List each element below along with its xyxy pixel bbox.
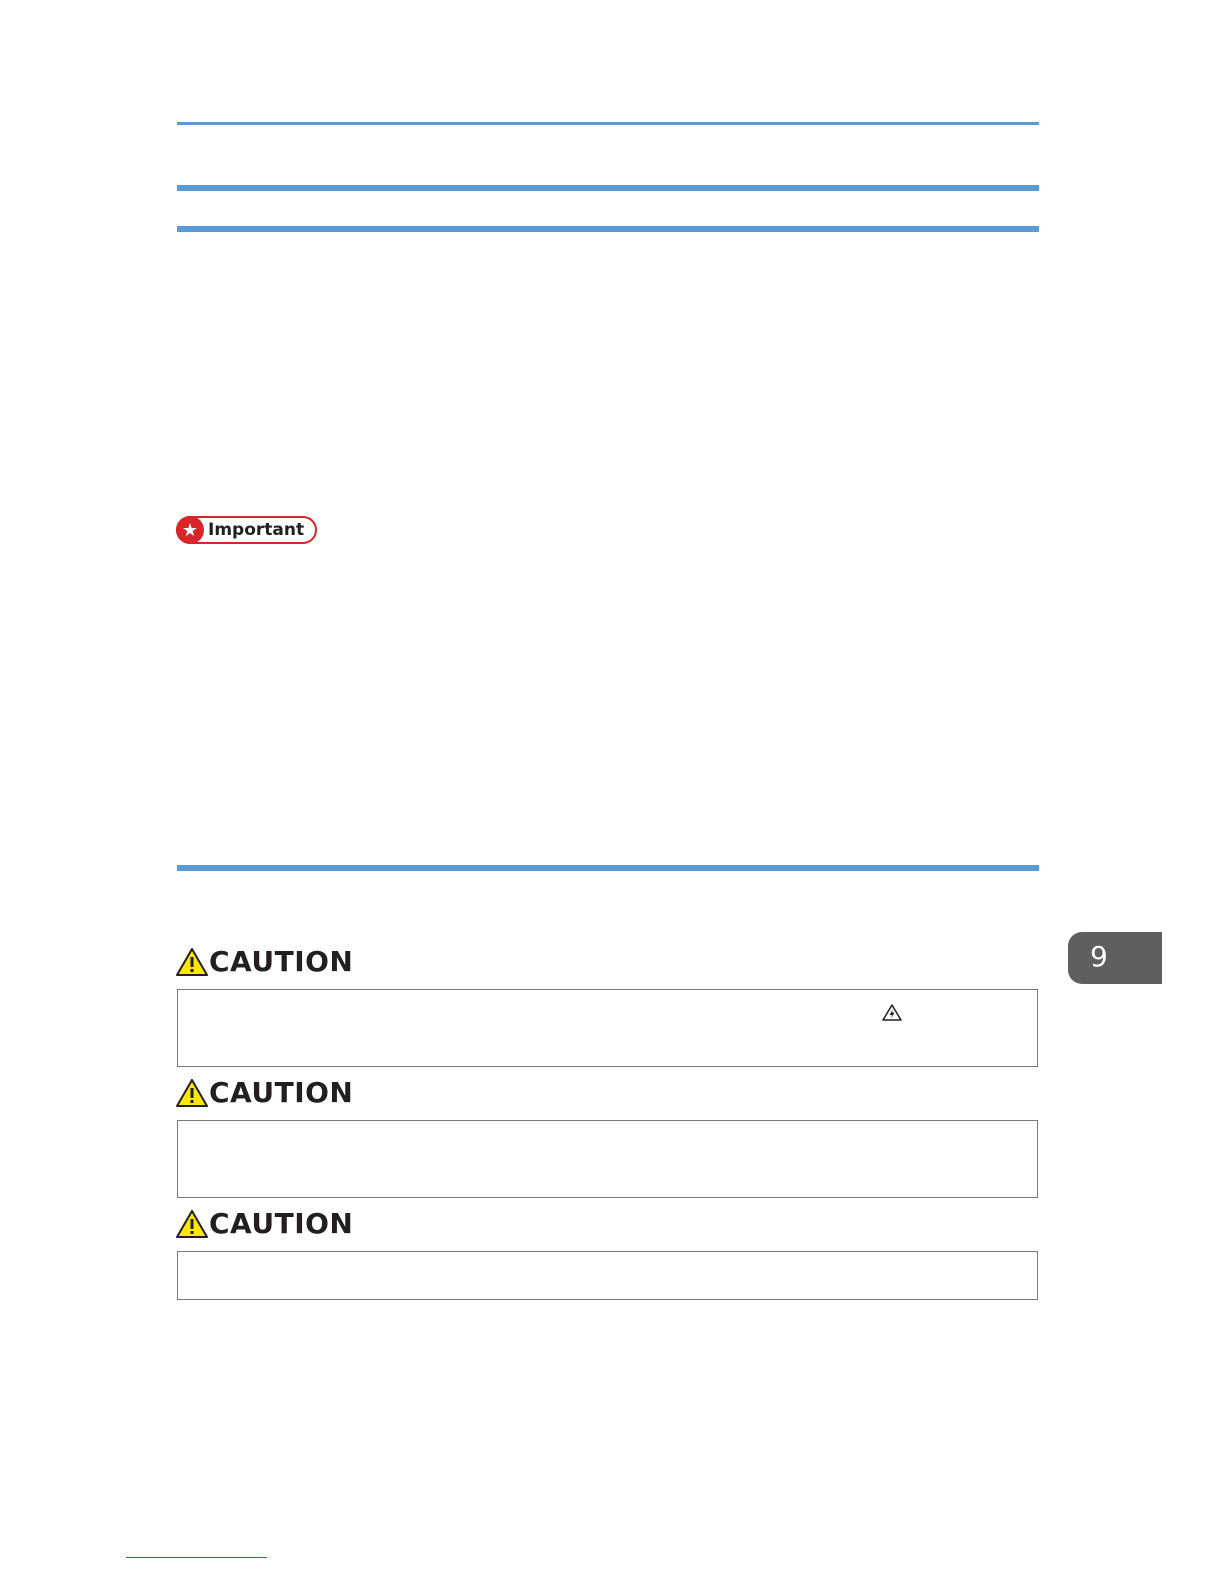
important-badge bbox=[176, 516, 317, 544]
caution-label: CAUTION bbox=[209, 1207, 354, 1240]
section-rule-upper bbox=[177, 185, 1039, 191]
section-rule-lower bbox=[177, 226, 1039, 232]
caution-box-3 bbox=[177, 1251, 1038, 1300]
caution-box-2 bbox=[177, 1120, 1038, 1198]
chapter-number: 9 bbox=[1090, 940, 1108, 973]
footer-link-underline bbox=[126, 1557, 267, 1558]
header-rule bbox=[177, 122, 1039, 125]
caution-label: CAUTION bbox=[209, 1076, 354, 1109]
caution-box-1 bbox=[177, 989, 1038, 1067]
caution-label: CAUTION bbox=[209, 945, 354, 978]
warning-triangle-icon bbox=[176, 948, 208, 976]
star-icon: ★ bbox=[176, 516, 204, 544]
high-voltage-warning-icon bbox=[882, 1004, 902, 1021]
warning-triangle-icon bbox=[176, 1210, 208, 1238]
section-rule-caution bbox=[177, 865, 1039, 871]
important-label: Important bbox=[208, 520, 305, 540]
warning-triangle-icon bbox=[176, 1079, 208, 1107]
chapter-tab[interactable] bbox=[1068, 932, 1162, 984]
